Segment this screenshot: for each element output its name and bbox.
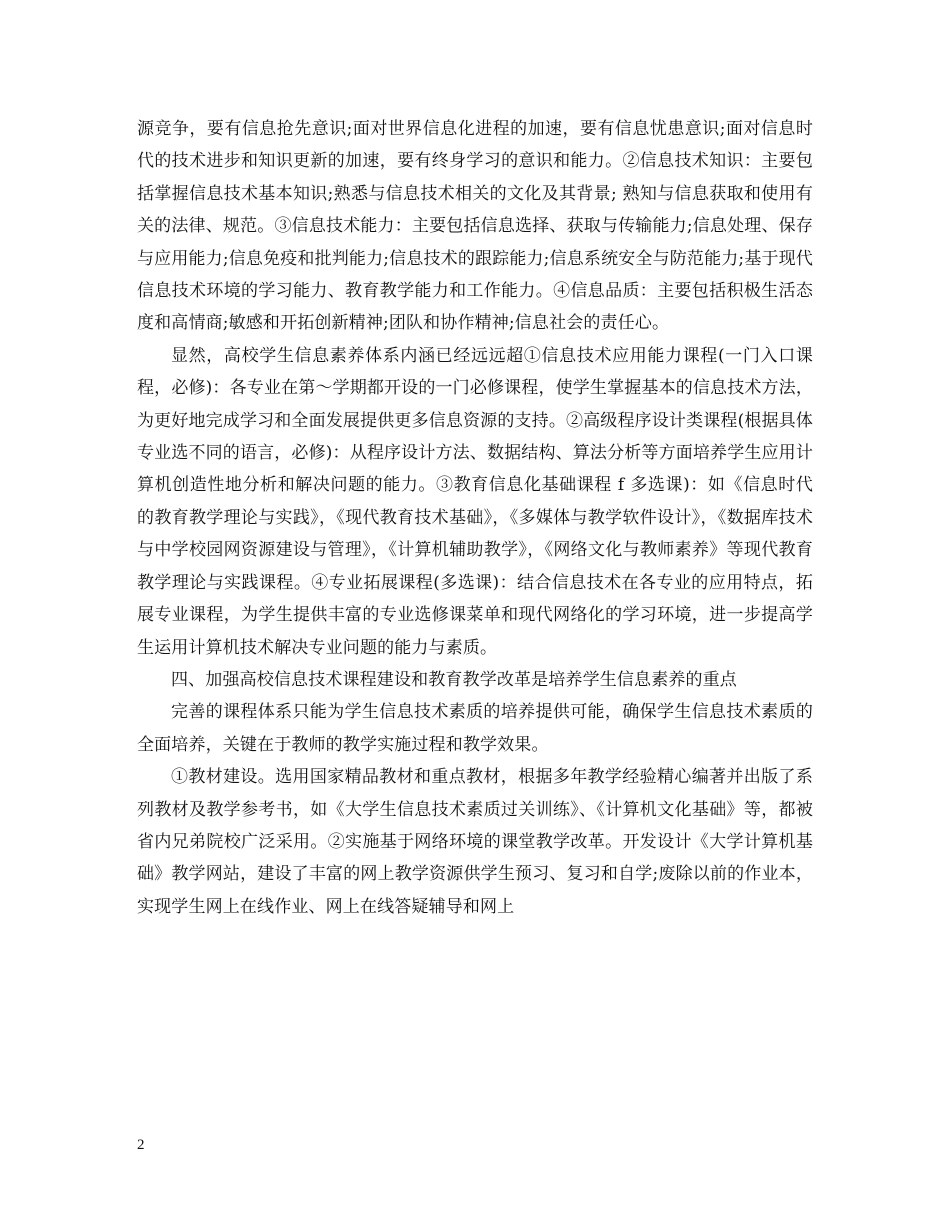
paragraph: 完善的课程体系只能为学生信息技术素质的培养提供可能，确保学生信息技术素质的全面培养，关键在于教师的教学实施过程和教学效果。 (137, 702, 813, 755)
paragraph: ①教材建设。选用国家精品教材和重点教材，根据多年教学经验精心编著并出版了系列教材及教学参考书，如《大学生信息技术素质过关训练》、《计算机文化基础》等，都被省内兄弟院校广泛采用。②实施基于网络环境的课堂教学改革。开发设计《大学计算机基础》教学网站，建设了丰富的网上教学资源供学生预习、复习和自学;废除以前的作业本，实现学生网上在线作业、网上在线答疑辅导和网上 (137, 767, 813, 917)
paragraph: 显然，高校学生信息素养体系内涵已经远远超①信息技术应用能力课程(一门入口课程，必修)：各专业在第～学期都开设的一门必修课程，使学生掌握基本的信息技术方法，为更好地完成学习和全面发展提供更多信息资源的支持。②高级程序设计类课程(根据具体专业选不同的语言，必修)：从程序设计方法、数据结构、算法分析等方面培养学生应用计算机创造性地分析和解决问题的能力。③教育信息化基础课程 f 多选课)：如《信息时代的教育教学理论与实践》，《现代教育技术基础》，《多媒体与教学软件设计》，《数据库技术与中学校园网资源建设与管理》，《计算机辅助教学》，《网络文化与教师素养》等现代教育教学理论与实践课程。④专业拓展课程(多选课)：结合信息技术在各专业的应用特点，拓展专业课程，为学生提供丰富的专业选修课菜单和现代网络化的学习环境，进一步提高学生运用计算机技术解决专业问题的能力与素质。 (137, 345, 813, 658)
document-body (137, 113, 813, 923)
paragraph: 源竞争，要有信息抢先意识;面对世界信息化进程的加速，要有信息忧患意识;面对信息时代的技术进步和知识更新的加速，要有终身学习的意识和能力。②信息技术知识：主要包括掌握信息技术基本知识;熟悉与信息技术相关的文化及其背景; 熟知与信息获取和使用有关的法律、规范。③信息技术能力：主要包括信息选择、获取与传输能力;信息处理、保存与应用能力;信息免疫和批判能力;信息技术的跟踪能力;信息系统安全与防范能力;基于现代信息技术环境的学习能力、教育教学能力和工作能力。④信息品质：主要包括积极生活态度和高情商;敏感和开拓创新精神;团队和协作精神;信息社会的责任心。 (137, 119, 813, 334)
page-number: 2 (137, 1137, 145, 1153)
section-heading: 四、加强高校信息技术课程建设和教育教学改革是培养学生信息素养的重点 (171, 669, 737, 690)
